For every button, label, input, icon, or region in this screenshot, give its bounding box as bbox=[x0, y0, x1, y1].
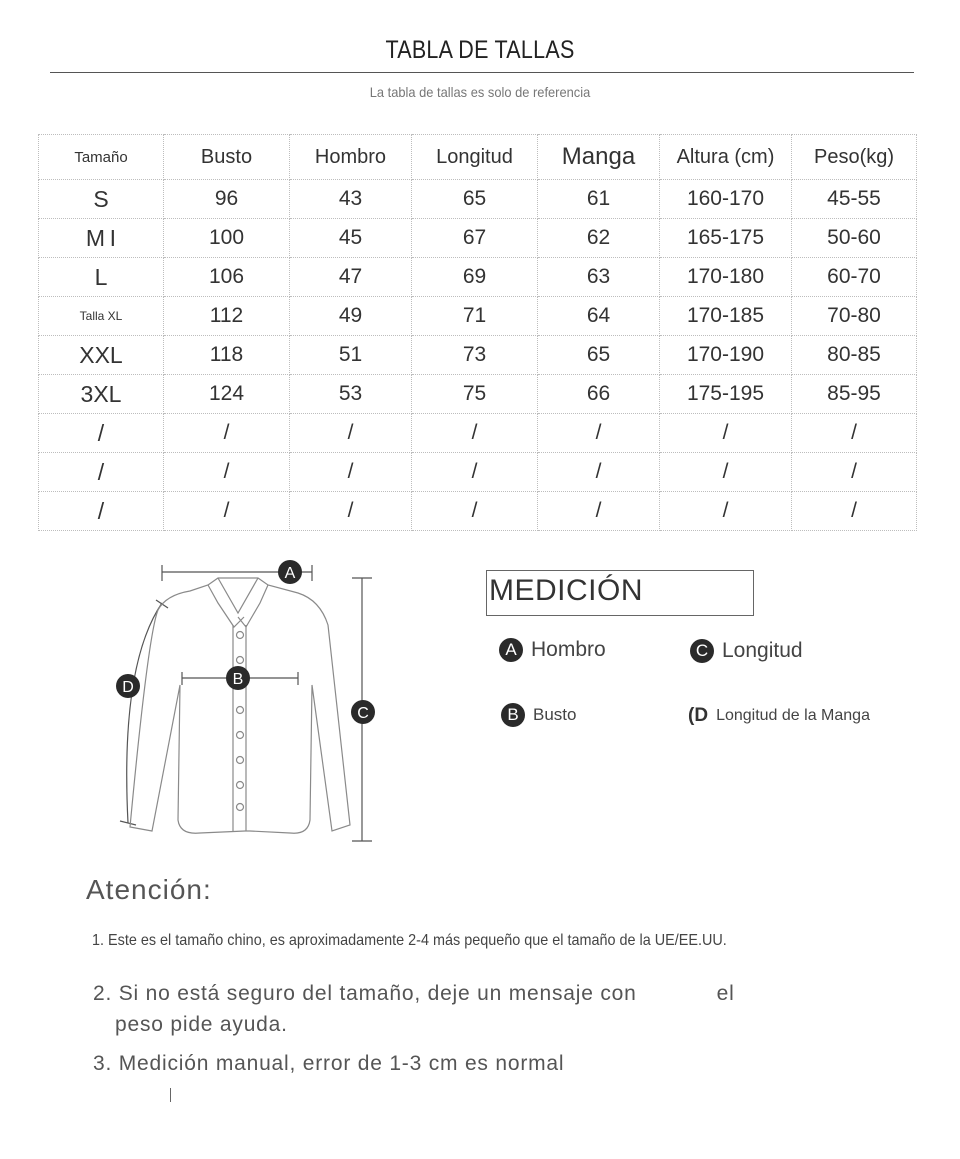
table-row bbox=[39, 219, 917, 258]
table-row bbox=[39, 414, 917, 453]
note-2: 2. Si no está seguro del tamaño, deje un mensaje con el peso pide ayuda. bbox=[93, 982, 735, 1036]
table-cell: 45-55 bbox=[792, 180, 917, 219]
measurement-title: MEDICIÓN bbox=[489, 574, 643, 607]
table-cell: 53 bbox=[290, 375, 412, 414]
table-cell: 112 bbox=[164, 297, 290, 336]
legend-item-chest bbox=[501, 703, 576, 727]
table-cell: 70-80 bbox=[792, 297, 917, 336]
table-cell: 160-170 bbox=[660, 180, 792, 219]
marker-c: C bbox=[357, 705, 369, 722]
legend-label: Longitud de la Manga bbox=[716, 707, 870, 724]
table-cell: 62 bbox=[538, 219, 660, 258]
marker-a-icon: A bbox=[499, 638, 523, 662]
size-label-cell: / bbox=[39, 453, 164, 492]
table-cell: 61 bbox=[538, 180, 660, 219]
table-cell: 71 bbox=[412, 297, 538, 336]
marker-d-icon: (D bbox=[688, 705, 709, 726]
marker-b-icon: B bbox=[501, 703, 525, 727]
legend-label: Longitud bbox=[722, 639, 803, 662]
legend-item-sleeve bbox=[688, 705, 870, 727]
table-cell: 170-185 bbox=[660, 297, 792, 336]
shirt-diagram bbox=[100, 555, 400, 860]
table-cell: / bbox=[660, 492, 792, 531]
notes-heading: Atención: bbox=[86, 874, 212, 905]
size-label-cell: S bbox=[39, 180, 164, 219]
marker-d: D bbox=[122, 679, 134, 696]
table-cell: 43 bbox=[290, 180, 412, 219]
size-label-cell: / bbox=[39, 414, 164, 453]
table-cell: / bbox=[538, 414, 660, 453]
table-cell: 60-70 bbox=[792, 258, 917, 297]
table-cell: / bbox=[660, 453, 792, 492]
table-row bbox=[39, 258, 917, 297]
table-cell: / bbox=[660, 414, 792, 453]
table-cell: / bbox=[164, 414, 290, 453]
shirt-icon bbox=[100, 555, 400, 855]
table-cell: 64 bbox=[538, 297, 660, 336]
column-header: Peso(kg) bbox=[792, 135, 917, 180]
table-cell: 96 bbox=[164, 180, 290, 219]
table-cell: 65 bbox=[412, 180, 538, 219]
table-cell: 73 bbox=[412, 336, 538, 375]
table-row bbox=[39, 297, 917, 336]
measurement-title-box bbox=[486, 570, 754, 616]
table-cell: / bbox=[538, 453, 660, 492]
table-cell: 66 bbox=[538, 375, 660, 414]
marker-a: A bbox=[284, 565, 296, 582]
table-cell: / bbox=[290, 453, 412, 492]
size-label-cell: L bbox=[39, 258, 164, 297]
table-row bbox=[39, 375, 917, 414]
legend-item-shoulder bbox=[499, 638, 606, 662]
table-cell: / bbox=[792, 492, 917, 531]
table-cell: 63 bbox=[538, 258, 660, 297]
table-row bbox=[39, 453, 917, 492]
legend-label: Hombro bbox=[531, 638, 606, 661]
legend-label: Busto bbox=[533, 705, 577, 724]
table-cell: 170-190 bbox=[660, 336, 792, 375]
table-cell: 75 bbox=[412, 375, 538, 414]
table-cell: / bbox=[792, 453, 917, 492]
table-cell: 165-175 bbox=[660, 219, 792, 258]
page-title: TABLA DE TALLAS bbox=[385, 36, 575, 64]
note-3: 3. Medición manual, error de 1-3 cm es normal bbox=[93, 1052, 565, 1075]
column-header: Hombro bbox=[290, 135, 412, 180]
table-cell: 175-195 bbox=[660, 375, 792, 414]
table-cell: 45 bbox=[290, 219, 412, 258]
column-header: Longitud bbox=[412, 135, 538, 180]
table-cell: / bbox=[538, 492, 660, 531]
table-cell: / bbox=[412, 492, 538, 531]
table-cell: 65 bbox=[538, 336, 660, 375]
table-cell: 51 bbox=[290, 336, 412, 375]
size-label-cell: Talla XL bbox=[39, 297, 164, 336]
note-1: 1. Este es el tamaño chino, es aproximadamente 2-4 más pequeño que el tamaño de la UE/EE.UU. bbox=[92, 932, 727, 949]
table-cell: 170-180 bbox=[660, 258, 792, 297]
table-cell: 80-85 bbox=[792, 336, 917, 375]
table-cell: 49 bbox=[290, 297, 412, 336]
table-cell: / bbox=[164, 492, 290, 531]
table-cell: 100 bbox=[164, 219, 290, 258]
table-row bbox=[39, 336, 917, 375]
title-divider bbox=[50, 72, 914, 73]
size-label-cell: M I bbox=[39, 219, 164, 258]
size-label-cell: 3XL bbox=[39, 375, 164, 414]
column-header: Altura (cm) bbox=[660, 135, 792, 180]
table-row bbox=[39, 492, 917, 531]
legend-item-length bbox=[690, 639, 803, 663]
table-cell: / bbox=[412, 453, 538, 492]
column-header: Tamaño bbox=[39, 135, 164, 180]
table-cell: 85-95 bbox=[792, 375, 917, 414]
table-cell: 50-60 bbox=[792, 219, 917, 258]
table-cell: 67 bbox=[412, 219, 538, 258]
table-cell: / bbox=[290, 492, 412, 531]
table-cell: 47 bbox=[290, 258, 412, 297]
size-label-cell: XXL bbox=[39, 336, 164, 375]
marker-b: B bbox=[232, 671, 244, 688]
table-cell: 118 bbox=[164, 336, 290, 375]
table-cell: 124 bbox=[164, 375, 290, 414]
table-cell: 69 bbox=[412, 258, 538, 297]
column-header: Manga bbox=[538, 135, 660, 180]
size-table bbox=[38, 134, 917, 531]
table-cell: / bbox=[792, 414, 917, 453]
table-cell: / bbox=[164, 453, 290, 492]
stray-mark bbox=[170, 1088, 171, 1102]
page-subtitle: La tabla de tallas es solo de referencia bbox=[369, 84, 591, 100]
table-cell: / bbox=[290, 414, 412, 453]
marker-c-icon: C bbox=[690, 639, 714, 663]
table-header-row bbox=[39, 135, 917, 180]
size-label-cell: / bbox=[39, 492, 164, 531]
column-header: Busto bbox=[164, 135, 290, 180]
table-cell: / bbox=[412, 414, 538, 453]
table-cell: 106 bbox=[164, 258, 290, 297]
table-row bbox=[39, 180, 917, 219]
